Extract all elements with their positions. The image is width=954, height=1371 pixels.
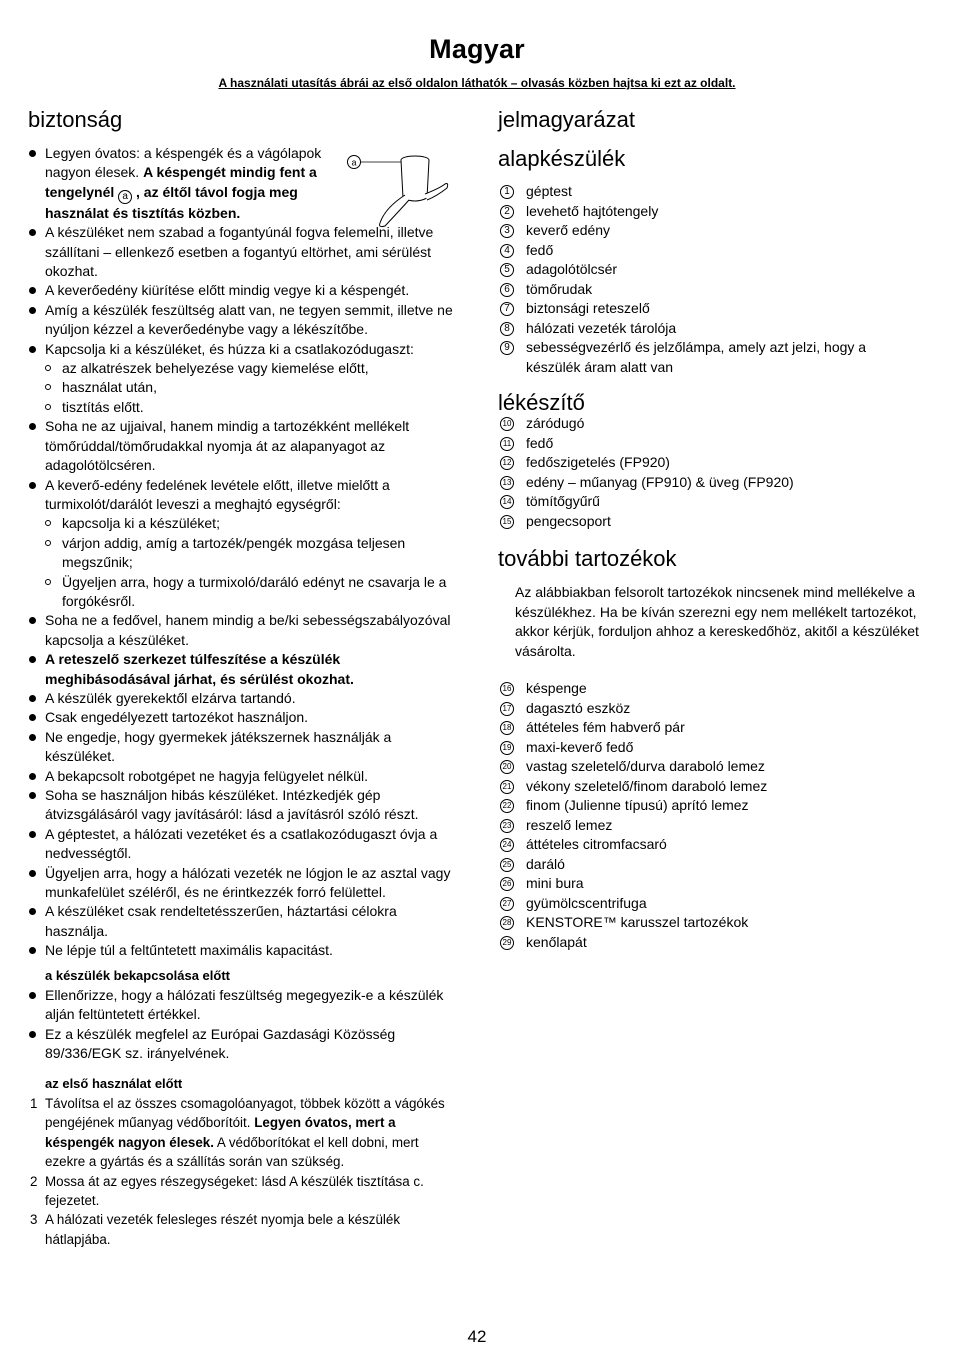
text-run: A keverőedény kiürítése előtt mindig vegye ki a késpengét. bbox=[45, 282, 410, 299]
list-item bbox=[28, 144, 345, 223]
text-run: Mossa át az egyes részegységeket: lásd A készülék tisztítása c. fejezetet. bbox=[45, 1173, 424, 1209]
legend-item bbox=[498, 299, 866, 319]
page-number: 42 bbox=[467, 1327, 487, 1346]
item-number-circle: 5 bbox=[500, 263, 514, 277]
legend-label: KENSTORE™ karusszel tartozékok bbox=[526, 914, 749, 930]
legend-item bbox=[498, 202, 866, 222]
item-number-circle: 1 bbox=[500, 185, 514, 199]
legend-heading: jelmagyarázat bbox=[498, 107, 635, 132]
list-item bbox=[28, 767, 458, 786]
text-run: Soha se használjon hibás készüléket. Intézkedjék gép átvizsgálásáról vagy javításáról: lásd a javításról szóló részt. bbox=[45, 787, 419, 823]
item-number-circle: 19 bbox=[500, 741, 514, 755]
item-number-circle: 3 bbox=[500, 224, 514, 238]
legend-label: biztonsági reteszelő bbox=[526, 300, 650, 316]
list-item bbox=[28, 1210, 458, 1249]
legend-item bbox=[498, 816, 767, 836]
item-number-circle: 26 bbox=[500, 877, 514, 891]
list-item bbox=[28, 378, 458, 397]
list-item bbox=[28, 786, 458, 825]
text-run: A bekapcsolt robotgépet ne hagyja felügyelet nélkül. bbox=[45, 767, 369, 784]
legend-label: keverő edény bbox=[526, 222, 611, 238]
item-number-circle: 24 bbox=[500, 838, 514, 852]
first-use-list bbox=[28, 1094, 458, 1249]
item-number-circle: 2 bbox=[500, 205, 514, 219]
legend-label: fedő bbox=[526, 241, 554, 258]
list-item bbox=[28, 986, 458, 1025]
page-title: Magyar bbox=[429, 34, 525, 64]
legend-label: tömítőgyűrű bbox=[526, 493, 600, 509]
legend-label: adagolótölcsér bbox=[526, 261, 618, 277]
legend-item bbox=[498, 679, 767, 699]
text-run: Legyen óvatos, mert a késpengék nagyon élesek. bbox=[45, 1115, 396, 1150]
text-run: Soha ne a fedővel, hanem mindig a be/ki sebességszabályozóval kapcsolja a készüléket. bbox=[45, 612, 451, 648]
safety-heading: biztonság bbox=[28, 107, 123, 132]
list-item bbox=[28, 398, 458, 417]
text-run: Távolítsa el az összes csomagolóanyagot, többek között a vágókés pengéjének műanyag védőborítóit. bbox=[45, 1096, 445, 1131]
accessories-heading: további tartozékok bbox=[498, 546, 677, 571]
first-use-heading: az első használat előtt bbox=[45, 1076, 183, 1091]
item-number-circle: 16 bbox=[500, 682, 514, 696]
text-run: Ügyeljen arra, hogy a hálózati vezeték ne lógjon le az asztal vagy munkafelület széléről, és ne érintkezzék forró felülettel. bbox=[45, 864, 451, 901]
legend-label: vékony szeletelő/finom daraboló lemez bbox=[526, 777, 768, 794]
legend-item bbox=[498, 757, 767, 777]
legend-item bbox=[498, 434, 794, 454]
text-run: Ne lépje túl a feltűntetett maximális kapacitást. bbox=[45, 942, 333, 959]
text-run: Soha ne az ujjaival, hanem mindig a tartozékként mellékelt tömőrúddal/tömőrudakkal nyomja át az alapanyagot az adagolótölcséren. bbox=[45, 418, 410, 474]
legend-label: tömőrudak bbox=[526, 280, 593, 297]
legend-label: hálózati vezeték tárolója bbox=[526, 319, 677, 336]
legend-item bbox=[498, 319, 866, 339]
legend-label: gyümölcscentrifuga bbox=[526, 894, 647, 911]
text-run: A készüléket nem szabad a fogantyúnál fogva felemelni, illetve szállítani – ellenkező esetben a fogantyú eltörhet, ami sérülést okozhat. bbox=[45, 224, 434, 280]
list-item bbox=[28, 359, 458, 378]
legend-label: maxi-keverő fedő bbox=[526, 738, 634, 755]
legend-label: daráló bbox=[526, 855, 565, 872]
list-item bbox=[28, 514, 458, 533]
legend-item bbox=[498, 894, 767, 914]
base-items-list bbox=[498, 182, 866, 377]
legend-label: mini bura bbox=[526, 875, 584, 891]
list-item bbox=[28, 825, 458, 864]
text-run: Ne engedje, hogy gyermekek játékszernek használják a készüléket. bbox=[45, 728, 392, 765]
accessories-list bbox=[498, 679, 767, 952]
list-item bbox=[28, 728, 458, 767]
item-number-circle: 12 bbox=[500, 456, 514, 470]
list-item bbox=[28, 902, 458, 941]
text-run: A hálózati vezeték felesleges részét nyomja bele a készülék hátlapjába. bbox=[45, 1212, 401, 1247]
text-run: A védőborítókat el kell dobni, mert ezekre a gyártás és a szállítás során van szükség. bbox=[45, 1134, 419, 1170]
item-number-circle: 11 bbox=[500, 437, 514, 451]
item-number: 1 bbox=[30, 1096, 38, 1111]
before-on-heading: a készülék bekapcsolása előtt bbox=[45, 968, 230, 983]
legend-label: kenőlapát bbox=[526, 933, 587, 950]
text-run: Legyen óvatos: a késpengék és a vágólapok nagyon élesek. bbox=[45, 145, 322, 181]
legend-item bbox=[498, 913, 767, 933]
blade-illustration bbox=[345, 148, 450, 233]
legend-label: finom (Julienne típusú) aprító lemez bbox=[526, 797, 749, 813]
text-run: A keverő-edény fedelének levétele előtt, illetve mielőtt a turmixolót/darálót leveszi a meghajtó egységről: bbox=[45, 476, 390, 512]
list-item bbox=[28, 1025, 458, 1064]
list-item bbox=[28, 573, 458, 612]
item-number: 2 bbox=[30, 1173, 38, 1189]
legend-item bbox=[498, 874, 767, 894]
before-on-list bbox=[28, 986, 458, 1064]
text-run: kapcsolja ki a készüléket; bbox=[62, 515, 220, 532]
text-run: az alkatrészek behelyezése vagy kiemelése előtt, bbox=[62, 360, 369, 377]
legend-label: vastag szeletelő/durva daraboló lemez bbox=[526, 758, 765, 774]
item-number-circle: 18 bbox=[500, 721, 514, 735]
legend-item bbox=[498, 492, 794, 512]
legend-item bbox=[498, 855, 767, 875]
item-number-circle: 15 bbox=[500, 515, 514, 529]
legend-item bbox=[498, 718, 767, 738]
item-number-circle: 6 bbox=[500, 283, 514, 297]
text-run: Amíg a készülék feszültség alatt van, ne tegyen semmit, illetve ne nyúljon kézzel a keverőedénybe vagy a lékészítőbe. bbox=[45, 301, 453, 338]
legend-item bbox=[498, 260, 866, 280]
fold-out-note: A használati utasítás ábrái az első oldalon láthatók – olvasás közben hajtsa ki ezt az oldalt. bbox=[218, 76, 736, 90]
item-number-circle: 28 bbox=[500, 916, 514, 930]
list-item bbox=[28, 1172, 458, 1211]
callout-circle: a bbox=[118, 190, 132, 204]
legend-item bbox=[498, 414, 794, 434]
item-number-circle: 23 bbox=[500, 819, 514, 833]
legend-item bbox=[498, 796, 767, 816]
item-number-circle: 14 bbox=[500, 495, 514, 509]
legend-item bbox=[498, 512, 794, 532]
list-item bbox=[28, 708, 458, 727]
legend-label: áttételes fém habverő pár bbox=[526, 719, 685, 735]
item-number: 3 bbox=[30, 1212, 38, 1228]
text-run: Kapcsolja ki a készüléket, és húzza ki a csatlakozódugaszt: bbox=[45, 340, 414, 357]
legend-item bbox=[498, 453, 794, 473]
legend-item bbox=[498, 933, 767, 953]
text-run: A készüléket csak rendeltetésszerűen, háztartási célokra használja. bbox=[45, 903, 397, 939]
list-item bbox=[28, 417, 458, 475]
item-number-circle: 29 bbox=[500, 936, 514, 950]
legend-label: levehető hajtótengely bbox=[526, 202, 659, 219]
text-run: használat után, bbox=[62, 379, 157, 396]
item-number-circle: 7 bbox=[500, 302, 514, 316]
legend-item bbox=[498, 221, 866, 241]
item-number-circle: 25 bbox=[500, 858, 514, 872]
legend-item bbox=[498, 835, 767, 855]
legend-label: fedőszigetelés (FP920) bbox=[526, 454, 670, 470]
legend-label: áttételes citromfacsaró bbox=[526, 836, 667, 852]
legend-label: pengecsoport bbox=[526, 512, 611, 529]
legend-label: záródugó bbox=[526, 415, 585, 431]
legend-label: géptest bbox=[526, 183, 572, 199]
item-number-circle: 4 bbox=[500, 244, 514, 258]
text-run: A reteszelő szerkezet túlfeszítése a készülék meghibásodásával járhat, és sérülést okozhat. bbox=[45, 651, 354, 687]
accessories-intro: Az alábbiakban felsorolt tartozékok nincsenek mind mellékelve a készülékhez. Ha be kíván szerezni egy nem mellékelt tartozékot, akkor kérjük, forduljon ahhoz a kereskedőhöz, akitől a készüléket vásárolta. bbox=[515, 584, 919, 659]
legend-item bbox=[498, 777, 767, 797]
item-number-circle: 27 bbox=[500, 897, 514, 911]
legend-item bbox=[498, 280, 866, 300]
item-number-circle: 20 bbox=[500, 760, 514, 774]
list-item bbox=[28, 534, 458, 573]
text-run: A késpengét mindig fent a tengelynél bbox=[45, 164, 317, 200]
text-run: A géptestet, a hálózati vezetéket és a csatlakozódugaszt óvja a nedvességtől. bbox=[45, 825, 438, 862]
list-item bbox=[28, 281, 458, 300]
item-number-circle: 10 bbox=[500, 417, 514, 431]
juicer-items-list bbox=[498, 414, 794, 531]
text-run: A készülék gyerekektől elzárva tartandó. bbox=[45, 689, 296, 706]
legend-item bbox=[498, 738, 767, 758]
legend-label: sebességvezérlő és jelzőlámpa, amely azt jelzi, hogy a készülék áram alatt van bbox=[526, 339, 867, 375]
text-run: Ellenőrizze, hogy a hálózati feszültség megegyezik-e a készülék alján feltüntetett értékkel. bbox=[45, 987, 444, 1023]
text-run: tisztítás előtt. bbox=[62, 398, 144, 415]
text-run: Csak engedélyezett tartozékot használjon. bbox=[45, 709, 309, 726]
list-item bbox=[28, 689, 458, 708]
item-number-circle: 9 bbox=[500, 341, 514, 355]
legend-label: fedő bbox=[526, 434, 554, 451]
legend-item bbox=[498, 241, 866, 261]
list-item bbox=[28, 941, 458, 960]
list-item bbox=[28, 1094, 458, 1172]
legend-label: késpenge bbox=[526, 680, 587, 696]
item-number-circle: 13 bbox=[500, 476, 514, 490]
safety-list bbox=[28, 144, 458, 961]
item-number-circle: 21 bbox=[500, 780, 514, 794]
legend-label: dagasztó eszköz bbox=[526, 699, 631, 716]
item-number-circle: 22 bbox=[500, 799, 514, 813]
juicer-heading: lékészítő bbox=[498, 390, 585, 415]
list-item bbox=[28, 864, 458, 903]
legend-label: reszelő lemez bbox=[526, 816, 613, 833]
text-run: , az éltől távol fogja meg használat és tisztítás közben. bbox=[45, 183, 298, 221]
text-run: várjon addig, amíg a tartozék/pengék mozgása teljesen megszűnik; bbox=[62, 534, 406, 571]
item-number-circle: 8 bbox=[500, 322, 514, 336]
legend-label: edény – műanyag (FP910) & üveg (FP920) bbox=[526, 473, 794, 490]
legend-item bbox=[498, 699, 767, 719]
base-heading: alapkészülék bbox=[498, 146, 626, 171]
list-item bbox=[28, 340, 458, 359]
text-run: Ügyeljen arra, hogy a turmixoló/daráló edényt ne csavarja le a forgókésről. bbox=[62, 573, 447, 609]
illustration-label: a bbox=[351, 157, 357, 168]
list-item bbox=[28, 301, 458, 340]
legend-item bbox=[498, 473, 794, 493]
list-item bbox=[28, 476, 458, 515]
legend-item bbox=[498, 338, 866, 377]
legend-item bbox=[498, 182, 866, 202]
list-item bbox=[28, 611, 458, 650]
list-item bbox=[28, 650, 458, 689]
item-number-circle: 17 bbox=[500, 702, 514, 716]
text-run: Ez a készülék megfelel az Európai Gazdasági Közösség 89/336/EGK sz. irányelvének. bbox=[45, 1025, 396, 1062]
